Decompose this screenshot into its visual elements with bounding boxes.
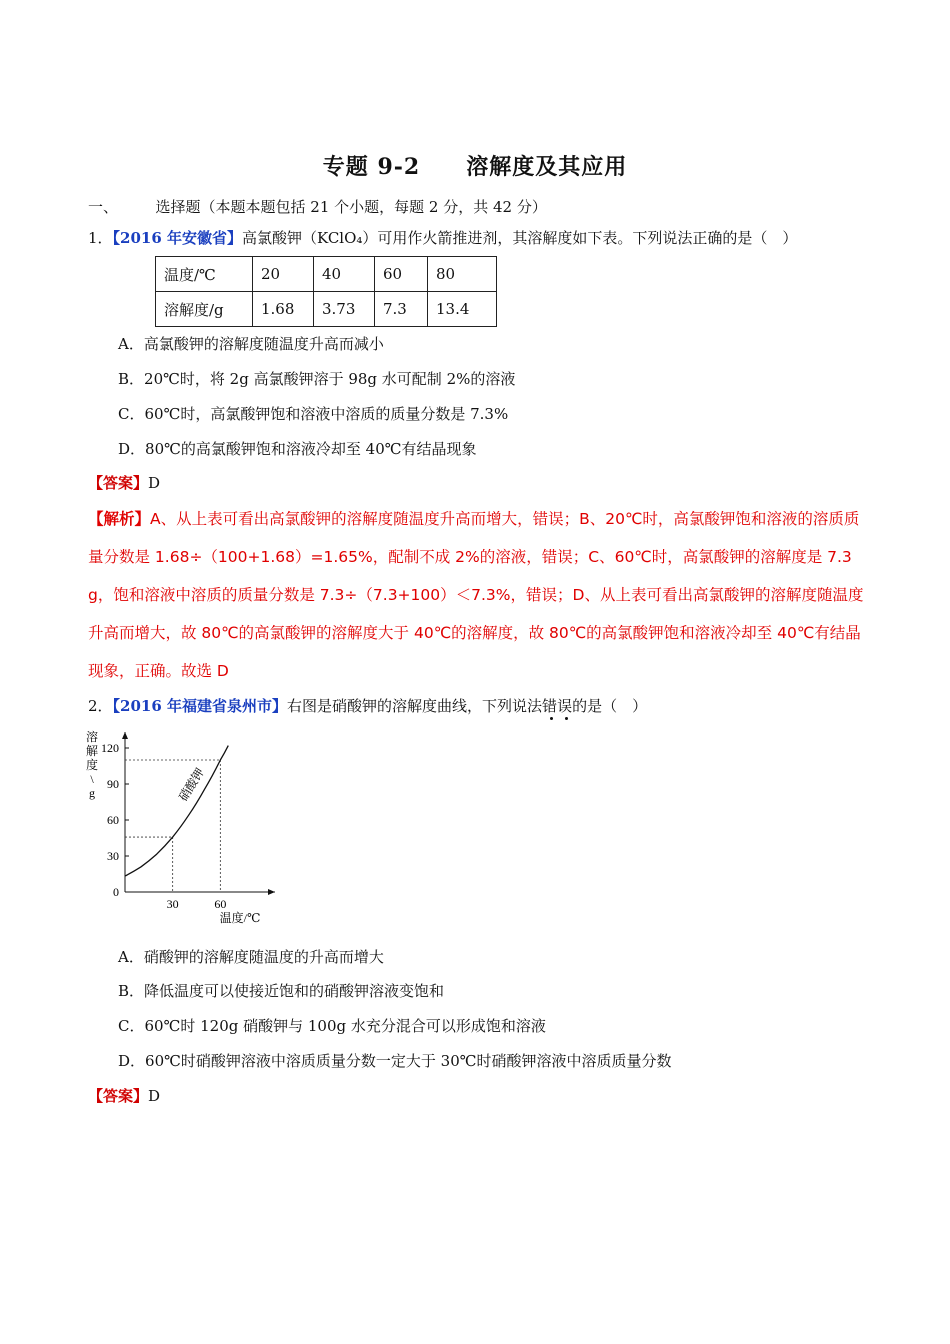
y-axis-label-char: 度: [85, 758, 99, 772]
y-axis-arrow: [122, 732, 128, 739]
table-cell: 温度/℃: [156, 257, 253, 292]
option-c: C．60℃时，高氯酸钾饱和溶液中溶质的质量分数是 7.3%: [118, 405, 509, 423]
x-tick-label: 60: [214, 897, 227, 911]
option-b: B．降低温度可以使接近饱和的硝酸钾溶液变饱和: [118, 982, 445, 1000]
question-source: 【2016 年福建省泉州市】: [112, 697, 288, 715]
section-heading: 一、 选择题（本题本题包括 21 个小题，每题 2 分，共 42 分）: [88, 198, 547, 216]
series-line: [125, 746, 228, 876]
question-text-end: 的是（ ）: [572, 697, 648, 715]
table-cell: 3.73: [314, 292, 375, 327]
question-2-stem: [88, 695, 647, 716]
y-tick-label: 30: [107, 849, 119, 863]
table-cell: 80: [428, 257, 497, 292]
question-1-stem: [88, 227, 797, 248]
question-text: 右图是硝酸钾的溶解度曲线，下列说法: [287, 697, 543, 715]
option-a: A．硝酸钾的溶解度随温度的升高而增大: [118, 948, 384, 966]
answer-value: D: [148, 474, 161, 492]
answer-line: [88, 472, 160, 493]
solubility-table: [155, 256, 497, 327]
question-source: 【2016 年安徽省】: [112, 229, 243, 247]
table-cell: 20: [253, 257, 314, 292]
answer-tag: 【答案】: [88, 474, 149, 492]
y-tick-label: 60: [107, 813, 119, 827]
answer-tag: 【答案】: [88, 1087, 149, 1105]
table-cell: 1.68: [253, 292, 314, 327]
answer-value: D: [148, 1087, 161, 1105]
question-number: 1．: [88, 229, 113, 247]
y-axis-label-char: \: [90, 772, 94, 786]
table-cell: 40: [314, 257, 375, 292]
table-cell: 13.4: [428, 292, 497, 327]
option-d: D．80℃的高氯酸钾饱和溶液冷却至 40℃有结晶现象: [118, 440, 477, 458]
y-axis-label-char: 溶: [85, 730, 99, 744]
y-tick-label: 0: [113, 885, 119, 899]
solubility-chart: [80, 725, 300, 925]
x-axis-arrow: [268, 889, 275, 895]
table-cell: 60: [375, 257, 428, 292]
table-cell: 7.3: [375, 292, 428, 327]
emphasis-char: 错: [542, 697, 558, 715]
table-cell: 溶解度/g: [156, 292, 253, 327]
analysis-block: [88, 500, 868, 690]
answer-line: [88, 1085, 160, 1106]
question-number: 2．: [88, 697, 113, 715]
x-tick-label: 30: [166, 897, 179, 911]
question-text: 高氯酸钾（KClO₄）可用作火箭推进剂，其溶解度如下表。下列说法正确的是（ ）: [242, 229, 798, 247]
option-b: B．20℃时，将 2g 高氯酸钾溶于 98g 水可配制 2%的溶液: [118, 370, 516, 388]
y-tick-label: 90: [107, 777, 119, 791]
chart-layer: [86, 729, 275, 925]
table-row: [156, 292, 497, 327]
y-axis-label-char: g: [89, 786, 95, 800]
series-label: 硝酸钾: [176, 765, 208, 804]
option-c: C．60℃时 120g 硝酸钾与 100g 水充分混合可以形成饱和溶液: [118, 1017, 546, 1035]
emphasis-char: 误: [557, 697, 573, 715]
y-axis-label-char: 解: [85, 744, 99, 758]
analysis-text: A、从上表可看出高氯酸钾的溶解度随温度升高而增大，错误；B、20℃时，高氯酸钾饱和溶液的溶质质量分数是 1.68÷（100+1.68）=1.65%，配制不成 2%的溶液，错误；C、60℃时，高氯酸钾的溶解度是 7.3 g，饱和溶液中溶质的质量分数是 7.3÷（7.3+100）＜7.3%，错误；D、从上表可看出高氯酸钾的溶解度随温度升高而增大，故 80℃的高氯酸钾的溶解度大于 40℃的溶解度，故 80℃的高氯酸钾饱和溶液冷却至 40℃有结晶现象，正确。故选 D: [88, 510, 864, 680]
option-a: A．高氯酸钾的溶解度随温度升高而减小: [118, 335, 384, 353]
analysis-tag: 【解析】: [88, 510, 151, 528]
x-axis-label: 温度/℃: [219, 911, 261, 925]
y-tick-label: 120: [101, 741, 119, 755]
page-title: 专题 9-2 溶解度及其应用: [322, 154, 628, 180]
table-row: [156, 257, 497, 292]
option-d: D．60℃时硝酸钾溶液中溶质质量分数一定大于 30℃时硝酸钾溶液中溶质质量分数: [118, 1052, 672, 1070]
